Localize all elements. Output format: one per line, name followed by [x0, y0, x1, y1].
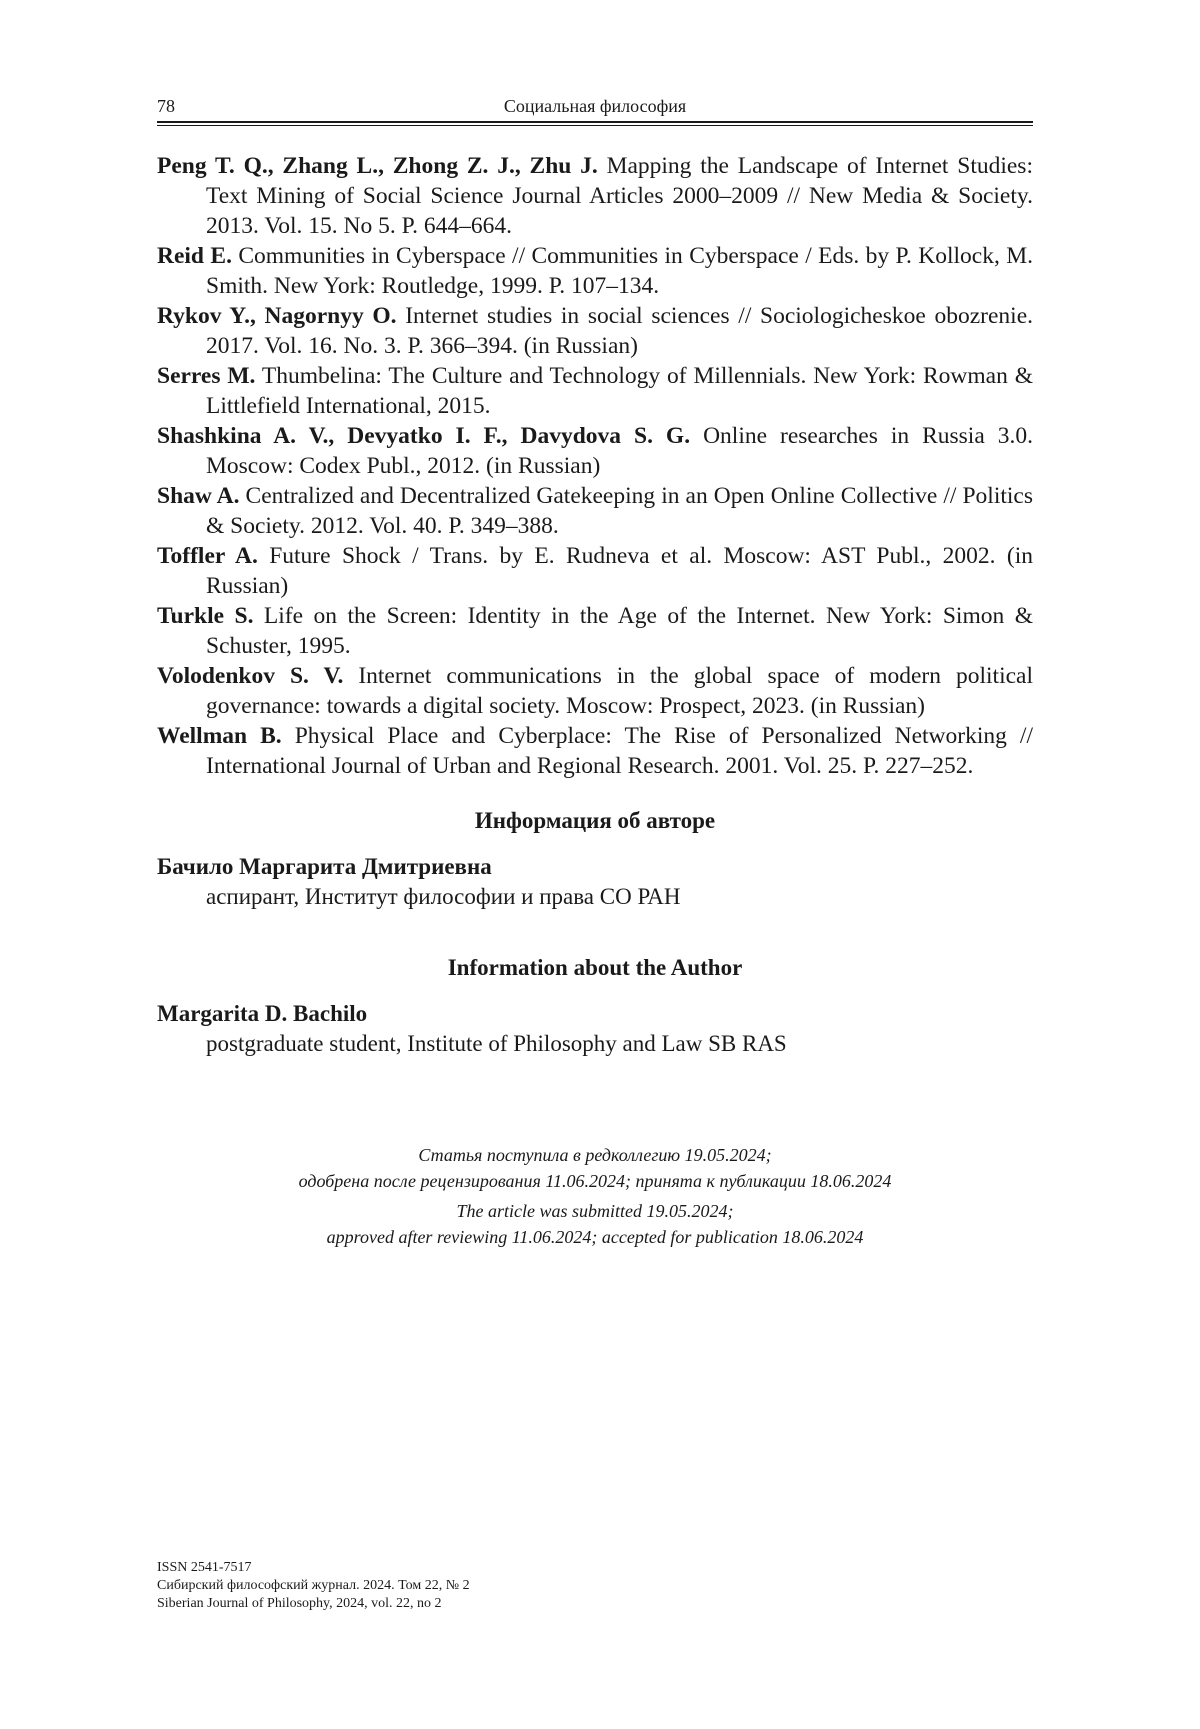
reference-item: [157, 301, 1033, 361]
reference-item: [157, 541, 1033, 601]
reference-list: [157, 151, 1033, 781]
reference-authors: Peng T. Q., Zhang L., Zhong Z. J., Zhu J.: [157, 153, 598, 179]
footer-journal-en: Siberian Journal of Philosophy, 2024, vol. 22, no 2: [157, 1595, 470, 1613]
running-header: [157, 96, 1033, 124]
reference-authors: Volodenkov S. V.: [157, 663, 343, 689]
author-name-en: Margarita D. Bachilo: [157, 999, 1033, 1029]
author-info-en: [157, 953, 1033, 1059]
author-affiliation-en: postgraduate student, Institute of Philosophy and Law SB RAS: [157, 1029, 1033, 1059]
header-rule-thick: [157, 121, 1033, 123]
reference-authors: Wellman B.: [157, 723, 282, 749]
dates-en-line2: approved after reviewing 11.06.2024; accepted for publication 18.06.2024: [157, 1224, 1033, 1250]
reference-authors: Shaw A.: [157, 483, 239, 509]
footer-journal-ru: Сибирский философский журнал. 2024. Том 22, № 2: [157, 1577, 470, 1595]
reference-item: [157, 241, 1033, 301]
reference-item: [157, 361, 1033, 421]
author-info-ru: [157, 806, 1033, 912]
page-number: 78: [157, 96, 175, 117]
author-name-ru: Бачило Маргарита Дмитриевна: [157, 852, 1033, 882]
reference-text: Centralized and Decentralized Gatekeeping in an Open Online Collective // Politics & Society. 2012. Vol. 40. P. 349–388.: [206, 483, 1033, 539]
page-footer: [157, 1559, 470, 1613]
reference-text: Online researches in Russia 3.0. Moscow: Codex Publ., 2012. (in Russian): [206, 423, 1033, 479]
reference-item: [157, 661, 1033, 721]
reference-authors: Shashkina A. V., Devyatko I. F., Davydova S. G.: [157, 423, 690, 449]
reference-item: [157, 481, 1033, 541]
author-info-heading-ru: Информация об авторе: [157, 806, 1033, 836]
dates-en-line1: The article was submitted 19.05.2024;: [157, 1198, 1033, 1224]
reference-text: Internet studies in social sciences // Sociologicheskoe obozrenie. 2017. Vol. 16. No. 3. P. 366–394. (in Russian): [206, 303, 1033, 359]
reference-authors: Rykov Y., Nagornyy O.: [157, 303, 397, 329]
dates-ru-line1: Статья поступила в редколлегию 19.05.2024;: [157, 1142, 1033, 1168]
reference-text: Physical Place and Cyberplace: The Rise of Personalized Networking // International Journal of Urban and Regional Research. 2001. Vol. 25. P. 227–252.: [206, 723, 1033, 779]
reference-authors: Toffler A.: [157, 543, 258, 569]
reference-item: [157, 421, 1033, 481]
reference-text: Life on the Screen: Identity in the Age of the Internet. New York: Simon & Schuster, 1995.: [206, 603, 1033, 659]
reference-text: Mapping the Landscape of Internet Studies: Text Mining of Social Science Journal Articles 2000–2009 // New Media & Society. 2013. Vol. 15. No 5. P. 644–664.: [206, 153, 1033, 239]
reference-text: Future Shock / Trans. by E. Rudneva et al. Moscow: AST Publ., 2002. (in Russian): [206, 543, 1033, 599]
section-title: Социальная философия: [157, 96, 1033, 117]
submission-dates: [157, 1142, 1033, 1250]
reference-authors: Reid E.: [157, 243, 232, 269]
reference-text: Thumbelina: The Culture and Technology of Millennials. New York: Rowman & Littlefield International, 2015.: [206, 363, 1033, 419]
reference-authors: Serres M.: [157, 363, 255, 389]
reference-text: Communities in Cyberspace // Communities in Cyberspace / Eds. by P. Kollock, M. Smith. New York: Routledge, 1999. P. 107–134.: [206, 243, 1033, 299]
reference-authors: Turkle S.: [157, 603, 253, 629]
reference-text: Internet communications in the global space of modern political governance: towards a digital society. Moscow: Prospect, 2023. (in Russian): [206, 663, 1033, 719]
footer-issn: ISSN 2541-7517: [157, 1559, 470, 1577]
author-info-heading-en: Information about the Author: [157, 953, 1033, 983]
header-rule-thin: [157, 125, 1033, 126]
author-affiliation-ru: аспирант, Институт философии и права СО РАН: [157, 882, 1033, 912]
reference-item: [157, 721, 1033, 781]
reference-item: [157, 601, 1033, 661]
dates-ru-line2: одобрена после рецензирования 11.06.2024; принята к публикации 18.06.2024: [157, 1168, 1033, 1194]
reference-item: [157, 151, 1033, 241]
